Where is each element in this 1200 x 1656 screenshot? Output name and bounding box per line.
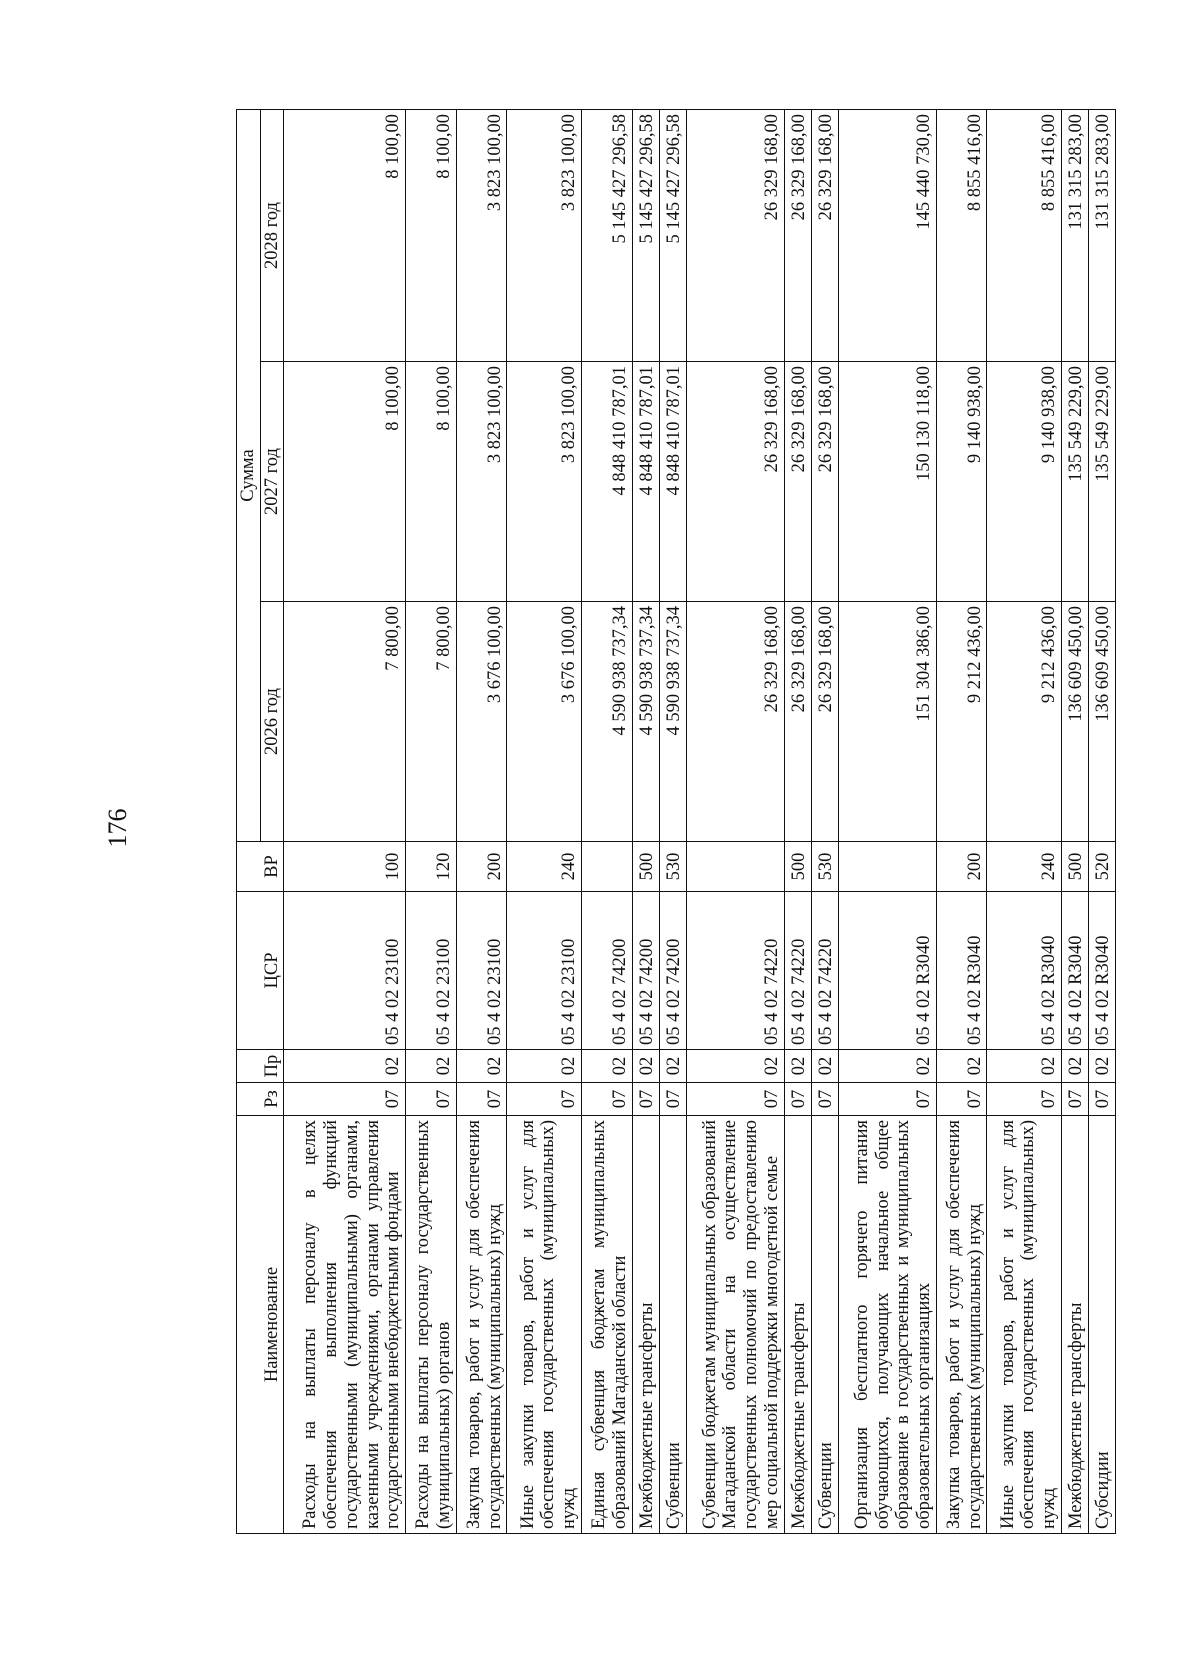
- table-row: [838, 109, 936, 1533]
- header-vr: ВР: [237, 842, 284, 892]
- cell-2026: 4 590 938 737,34: [581, 602, 632, 842]
- table-row: [632, 109, 659, 1533]
- cell-2026: 3 676 100,00: [456, 602, 507, 842]
- cell-csr: 05 4 02 74200: [659, 892, 686, 1050]
- cell-pr: 02: [784, 1050, 811, 1083]
- cell-rz: 07: [1088, 1083, 1115, 1116]
- cell-2028: 145 440 730,00: [838, 109, 936, 361]
- cell-pr: 02: [581, 1050, 632, 1083]
- table-row: [284, 109, 406, 1533]
- cell-2027: 4 848 410 787,01: [659, 362, 686, 602]
- cell-2026: 136 609 450,00: [1088, 602, 1115, 842]
- cell-pr: 02: [936, 1050, 987, 1083]
- cell-2026: 9 212 436,00: [936, 602, 987, 842]
- table-row: [936, 109, 987, 1533]
- cell-pr: 02: [1088, 1050, 1115, 1083]
- cell-rz: 07: [581, 1083, 632, 1116]
- cell-name: Субвенции: [659, 1116, 686, 1534]
- cell-rz: 07: [838, 1083, 936, 1116]
- cell-vr: 530: [659, 842, 686, 892]
- header-sum: Сумма: [237, 109, 261, 841]
- cell-rz: 07: [686, 1083, 784, 1116]
- header-csr: ЦСР: [237, 892, 284, 1050]
- cell-name: Иные закупки товаров, работ и услуг для обеспечения государственных (муниципальных) нужд: [987, 1116, 1061, 1534]
- cell-2026: 151 304 386,00: [838, 602, 936, 842]
- cell-2027: 4 848 410 787,01: [632, 362, 659, 602]
- cell-2027: 26 329 168,00: [811, 362, 838, 602]
- cell-vr: [686, 842, 784, 892]
- cell-2028: 8 855 416,00: [936, 109, 987, 361]
- cell-rz: 07: [406, 1083, 457, 1116]
- table-row: [581, 109, 632, 1533]
- cell-name: Межбюджетные трансферты: [632, 1116, 659, 1534]
- cell-pr: 02: [811, 1050, 838, 1083]
- cell-2026: 26 329 168,00: [811, 602, 838, 842]
- cell-2027: 9 140 938,00: [936, 362, 987, 602]
- cell-pr: 02: [987, 1050, 1061, 1083]
- budget-table: [236, 109, 1116, 1534]
- cell-2026: 26 329 168,00: [686, 602, 784, 842]
- table-row: [686, 109, 784, 1533]
- cell-2028: 8 100,00: [406, 109, 457, 361]
- cell-2027: 135 549 229,00: [1061, 362, 1088, 602]
- cell-vr: 200: [936, 842, 987, 892]
- cell-csr: 05 4 02 R3040: [838, 892, 936, 1050]
- cell-vr: 500: [632, 842, 659, 892]
- cell-pr: 02: [507, 1050, 581, 1083]
- table-row: [507, 109, 581, 1533]
- cell-2028: 131 315 283,00: [1088, 109, 1115, 361]
- table-row: [406, 109, 457, 1533]
- cell-name: Субвенции бюджетам муниципальных образований Магаданской области на осуществление государственных полномочий по предоставлению мер социальной поддержки многодетной семье: [686, 1116, 784, 1534]
- cell-2027: 26 329 168,00: [686, 362, 784, 602]
- cell-csr: 05 4 02 23100: [456, 892, 507, 1050]
- table-body: [284, 109, 1116, 1533]
- cell-2026: 7 800,00: [406, 602, 457, 842]
- cell-2027: 150 130 118,00: [838, 362, 936, 602]
- cell-2028: 8 855 416,00: [987, 109, 1061, 361]
- cell-2028: 3 823 100,00: [507, 109, 581, 361]
- cell-name: Закупка товаров, работ и услуг для обеспечения государственных (муниципальных) нужд: [936, 1116, 987, 1534]
- table-row: [784, 109, 811, 1533]
- table-row: [659, 109, 686, 1533]
- cell-pr: 02: [284, 1050, 406, 1083]
- cell-2026: 4 590 938 737,34: [659, 602, 686, 842]
- cell-2027: 26 329 168,00: [784, 362, 811, 602]
- cell-csr: 05 4 02 74200: [632, 892, 659, 1050]
- cell-csr: 05 4 02 R3040: [987, 892, 1061, 1050]
- header-2027: 2027 год: [260, 362, 284, 602]
- header-rz: Рз: [237, 1083, 284, 1116]
- cell-csr: 05 4 02 R3040: [1061, 892, 1088, 1050]
- cell-2026: 26 329 168,00: [784, 602, 811, 842]
- cell-name: Иные закупки товаров, работ и услуг для обеспечения государственных (муниципальных) нужд: [507, 1116, 581, 1534]
- cell-name: Межбюджетные трансферты: [1061, 1116, 1088, 1534]
- cell-2027: 4 848 410 787,01: [581, 362, 632, 602]
- cell-2028: 5 145 427 296,58: [632, 109, 659, 361]
- cell-csr: 05 4 02 23100: [507, 892, 581, 1050]
- header-name: Наименование: [237, 1116, 284, 1534]
- cell-name: Межбюджетные трансферты: [784, 1116, 811, 1534]
- cell-2027: 135 549 229,00: [1088, 362, 1115, 602]
- cell-2027: 9 140 938,00: [987, 362, 1061, 602]
- cell-name: Субвенции: [811, 1116, 838, 1534]
- table-row: [987, 109, 1061, 1533]
- cell-name: Расходы на выплаты персоналу в целях обеспечения выполнения функций государственными (муниципальными) органами, казенными учреждениями, органами управления государственными внебюджетными фондами: [284, 1116, 406, 1534]
- cell-csr: 05 4 02 74220: [686, 892, 784, 1050]
- cell-2027: 3 823 100,00: [507, 362, 581, 602]
- budget-table-rotated: [236, 110, 1116, 1534]
- cell-vr: 200: [456, 842, 507, 892]
- cell-vr: 500: [1061, 842, 1088, 892]
- cell-vr: 100: [284, 842, 406, 892]
- cell-vr: 500: [784, 842, 811, 892]
- cell-vr: [838, 842, 936, 892]
- header-row-1: [237, 109, 261, 1533]
- cell-2028: 8 100,00: [284, 109, 406, 361]
- cell-csr: 05 4 02 23100: [284, 892, 406, 1050]
- cell-pr: 02: [456, 1050, 507, 1083]
- cell-name: Расходы на выплаты персоналу государственных (муниципальных) органов: [406, 1116, 457, 1534]
- cell-rz: 07: [659, 1083, 686, 1116]
- cell-pr: 02: [406, 1050, 457, 1083]
- cell-vr: 530: [811, 842, 838, 892]
- header-pr: Пр: [237, 1050, 284, 1083]
- table-row: [456, 109, 507, 1533]
- cell-csr: 05 4 02 74220: [784, 892, 811, 1050]
- cell-rz: 07: [936, 1083, 987, 1116]
- cell-2026: 9 212 436,00: [987, 602, 1061, 842]
- cell-2027: 8 100,00: [284, 362, 406, 602]
- cell-pr: 02: [1061, 1050, 1088, 1083]
- header-2028: 2028 год: [260, 109, 284, 361]
- cell-vr: 240: [507, 842, 581, 892]
- cell-2027: 3 823 100,00: [456, 362, 507, 602]
- cell-2028: 5 145 427 296,58: [581, 109, 632, 361]
- cell-csr: 05 4 02 R3040: [936, 892, 987, 1050]
- cell-vr: [581, 842, 632, 892]
- table-row: [1061, 109, 1088, 1533]
- cell-2027: 8 100,00: [406, 362, 457, 602]
- page-number: 176: [103, 808, 132, 848]
- cell-name: Единая субвенция бюджетам муниципальных образований Магаданской области: [581, 1116, 632, 1534]
- cell-pr: 02: [659, 1050, 686, 1083]
- cell-vr: 240: [987, 842, 1061, 892]
- cell-2026: 3 676 100,00: [507, 602, 581, 842]
- cell-name: Субсидии: [1088, 1116, 1115, 1534]
- table-row: [1088, 109, 1115, 1533]
- cell-rz: 07: [632, 1083, 659, 1116]
- cell-name: Организация бесплатного горячего питания обучающихся, получающих начальное общее образование в государственных и муниципальных образовательных организациях: [838, 1116, 936, 1534]
- cell-2028: 5 145 427 296,58: [659, 109, 686, 361]
- table-row: [811, 109, 838, 1533]
- cell-rz: 07: [1061, 1083, 1088, 1116]
- cell-2028: 26 329 168,00: [784, 109, 811, 361]
- cell-rz: 07: [507, 1083, 581, 1116]
- cell-pr: 02: [686, 1050, 784, 1083]
- cell-2028: 26 329 168,00: [811, 109, 838, 361]
- cell-rz: 07: [987, 1083, 1061, 1116]
- cell-pr: 02: [838, 1050, 936, 1083]
- cell-2026: 136 609 450,00: [1061, 602, 1088, 842]
- cell-2026: 4 590 938 737,34: [632, 602, 659, 842]
- cell-pr: 02: [632, 1050, 659, 1083]
- cell-name: Закупка товаров, работ и услуг для обеспечения государственных (муниципальных) нужд: [456, 1116, 507, 1534]
- cell-2028: 131 315 283,00: [1061, 109, 1088, 361]
- cell-csr: 05 4 02 R3040: [1088, 892, 1115, 1050]
- cell-vr: 520: [1088, 842, 1115, 892]
- cell-csr: 05 4 02 74220: [811, 892, 838, 1050]
- cell-csr: 05 4 02 23100: [406, 892, 457, 1050]
- header-2026: 2026 год: [260, 602, 284, 842]
- cell-rz: 07: [456, 1083, 507, 1116]
- cell-rz: 07: [784, 1083, 811, 1116]
- cell-vr: 120: [406, 842, 457, 892]
- cell-2028: 3 823 100,00: [456, 109, 507, 361]
- cell-2028: 26 329 168,00: [686, 109, 784, 361]
- cell-rz: 07: [284, 1083, 406, 1116]
- cell-2026: 7 800,00: [284, 602, 406, 842]
- cell-rz: 07: [811, 1083, 838, 1116]
- cell-csr: 05 4 02 74200: [581, 892, 632, 1050]
